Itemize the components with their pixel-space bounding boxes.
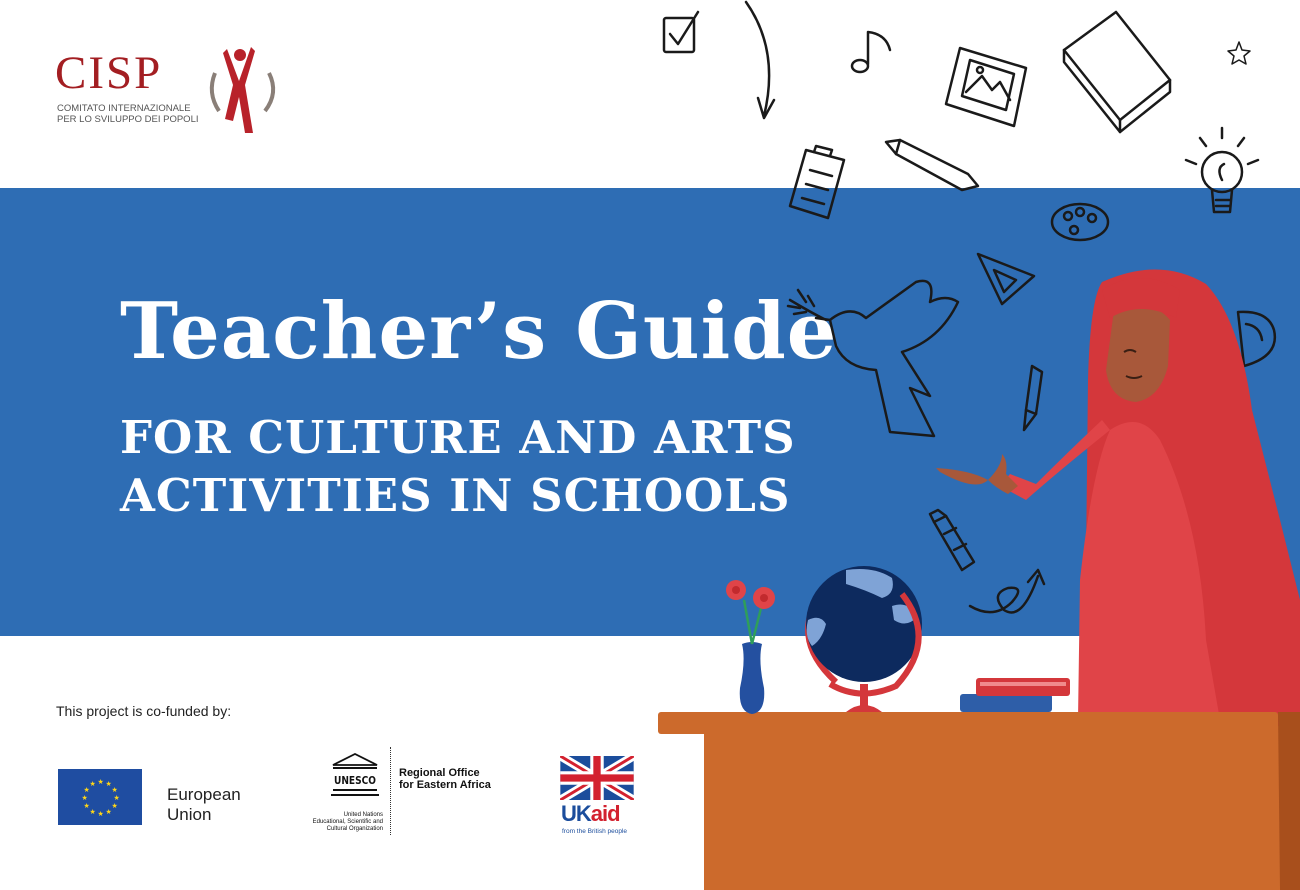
unesco-temple-icon <box>330 753 380 801</box>
eu-flag-icon <box>58 769 142 825</box>
union-jack-icon <box>560 756 634 800</box>
svg-text:★: ★ <box>83 802 90 810</box>
svg-text:UNESCO: UNESCO <box>334 774 376 787</box>
cisp-logo <box>55 45 295 140</box>
svg-text:★: ★ <box>89 780 96 788</box>
unesco-org-label: United Nations Educational, Scientific and Cultural Organization <box>312 812 383 832</box>
unesco-logo <box>290 745 510 840</box>
svg-text:★: ★ <box>97 778 104 786</box>
svg-text:★: ★ <box>105 808 112 816</box>
svg-text:★: ★ <box>81 794 88 802</box>
desk <box>658 712 1300 890</box>
logo-tagline: COMITATO INTERNAZIONALE PER LO SVILUPPO DEI POPOLI <box>57 103 199 125</box>
eu-label: European Union <box>167 785 241 824</box>
unesco-divider <box>390 747 391 835</box>
ukaid-tagline: from the British people <box>562 828 628 835</box>
cisp-figure-icon <box>203 45 283 140</box>
svg-text:★: ★ <box>111 786 118 794</box>
ukaid-wordmark: UKaid <box>561 801 620 826</box>
logo-wordmark: CISP <box>55 47 163 99</box>
globe <box>806 566 922 712</box>
teacher-illustration <box>640 0 1300 890</box>
svg-text:★: ★ <box>105 780 112 788</box>
cofunded-intro: This project is co-funded by: <box>56 703 232 719</box>
cover-title: Teacher’s Guide <box>120 286 838 377</box>
flower-vase <box>726 580 775 714</box>
svg-text:★: ★ <box>89 808 96 816</box>
svg-text:★: ★ <box>113 794 120 802</box>
svg-text:★: ★ <box>97 810 104 818</box>
ukaid-logo <box>560 756 638 840</box>
svg-text:★: ★ <box>111 802 118 810</box>
svg-text:★: ★ <box>83 786 90 794</box>
cover-subtitle: FOR CULTURE AND ARTS ACTIVITIES IN SCHOOLS <box>120 411 796 522</box>
unesco-office-label: Regional Office for Eastern Africa <box>399 767 491 791</box>
books <box>960 678 1070 712</box>
